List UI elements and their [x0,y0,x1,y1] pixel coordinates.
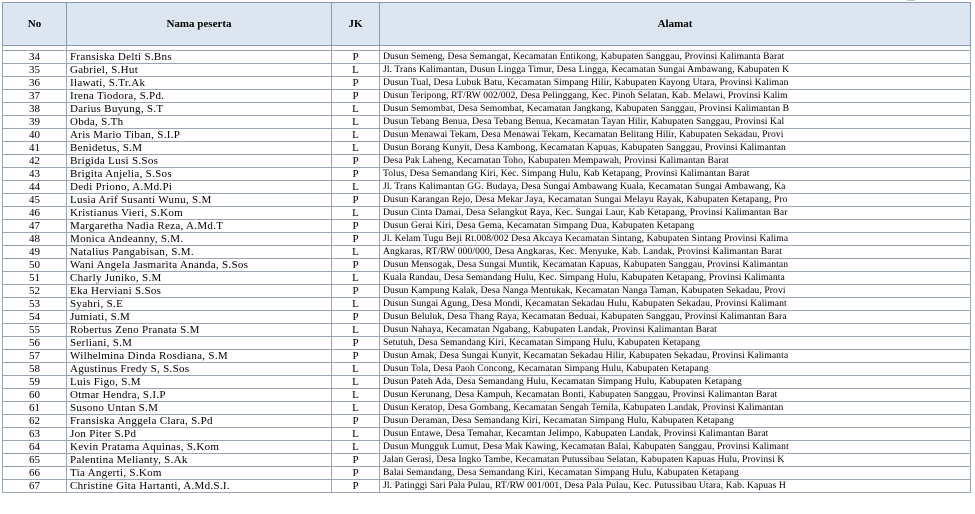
cell-nama: Fransiska Anggela Clara, S.Pd [67,415,332,428]
cell-jk: P [332,415,380,428]
cell-nama: Benidetus, S.M [67,142,332,155]
cell-alamat: Dusun Cinta Damai, Desa Selangkut Raya, Kec. Sungai Laur, Kab Ketapang, Provinsi Kalimantan Bar [380,207,971,220]
table-row [3,428,971,441]
table-row [3,350,971,363]
cell-alamat: Dusun Beluluk, Desa Thang Raya, Kecamatan Beduai, Kabupaten Sanggau, Provinsi Kalimantan Bara [380,311,971,324]
cell-no: 59 [3,376,67,389]
table-row [3,337,971,350]
cell-alamat: Dusun Kerunang, Desa Kampuh, Kecamatan Bonti, Kabupaten Sanggau, Provinsi Kalimantan Barat [380,389,971,402]
cell-jk: L [332,441,380,454]
header-no: No [3,3,67,46]
cell-no: 37 [3,90,67,103]
cell-jk: P [332,168,380,181]
table-row [3,129,971,142]
cell-no: 66 [3,467,67,480]
cell-nama: Jumiati, S.M [67,311,332,324]
table-row [3,233,971,246]
cell-no: 63 [3,428,67,441]
table-row [3,103,971,116]
cell-jk: P [332,51,380,64]
cell-nama: Natalius Pangabisan, S.M. [67,246,332,259]
cell-jk: L [332,298,380,311]
cell-alamat: Dusun Entawe, Desa Temahar, Kecamtan Jelimpo, Kabupaten Landak, Provinsi Kalimantan Barat [380,428,971,441]
cell-nama: Serliani, S.M [67,337,332,350]
cell-no: 57 [3,350,67,363]
table-row [3,142,971,155]
table-row [3,311,971,324]
table-row [3,389,971,402]
table-row [3,441,971,454]
cell-no: 64 [3,441,67,454]
cell-no: 60 [3,389,67,402]
cell-jk: P [332,155,380,168]
cell-nama: Irena Tiodora, S.Pd. [67,90,332,103]
cell-no: 53 [3,298,67,311]
cell-alamat: Dusun Teripong, RT/RW 002/002, Desa Pelinggang, Kec. Pinoh Selatan, Kab. Melawi, Provinsi Kalim [380,90,971,103]
cell-nama: Jon Piter S.Pd [67,428,332,441]
cell-nama: Margaretha Nadia Reza, A.Md.T [67,220,332,233]
cell-nama: Monica Andeanny, S.M. [67,233,332,246]
cell-alamat: Desa Pak Laheng, Kecamatan Toho, Kabupaten Mempawah, Provinsi Kalimantan Barat [380,155,971,168]
cell-jk: L [332,363,380,376]
cell-alamat: Dusun Deraman, Desa Semandang Kiri, Kecamatan Simpang Hulu, Kabupaten Ketapang [380,415,971,428]
participant-table [2,2,971,493]
cell-jk: P [332,194,380,207]
cell-no: 48 [3,233,67,246]
cell-no: 52 [3,285,67,298]
header-row [3,3,971,46]
cell-no: 43 [3,168,67,181]
cell-jk: P [332,233,380,246]
cell-jk: L [332,389,380,402]
table-row [3,480,971,493]
cell-alamat: Dusun Tebang Benua, Desa Tebang Benua, Kecamatan Tayan Hilir, Kabupaten Sanggau, Provinsi Kal [380,116,971,129]
cell-no: 54 [3,311,67,324]
cell-no: 41 [3,142,67,155]
cell-nama: Kristianus Vieri, S.Kom [67,207,332,220]
cell-alamat: Dusun Menawai Tekam, Desa Menawai Tekam, Kecamatan Belitang Hilir, Kabupaten Sekadau, Provi [380,129,971,142]
cell-nama: Brigita Anjelia, S.Sos [67,168,332,181]
cell-no: 36 [3,77,67,90]
table-row [3,298,971,311]
cell-alamat: Angkaras, RT/RW 000/000, Desa Angkaras, Kec. Menyuke, Kab. Landak, Provinsi Kalimantan Barat [380,246,971,259]
cell-alamat: Jl. Trans Kalimantan GG. Budaya, Desa Sungai Ambawang Kuala, Kecamatan Sungai Ambawang, Ka [380,181,971,194]
table-body [3,46,971,493]
cell-nama: Darius Buyung, S.T [67,103,332,116]
cell-alamat: Balai Semandang, Desa Semandang Kiri, Kecamatan Simpang Hulu, Kabupaten Ketapang [380,467,971,480]
cell-alamat: Dusun Gerai Kiri, Desa Gema, Kecamatan Simpang Dua, Kabupaten Ketapang [380,220,971,233]
cell-no: 40 [3,129,67,142]
cell-alamat: Dusun Mungguk Lumut, Desa Mak Kawing, Kecamatan Balai, Kabupaten Sanggau, Provinsi Kalimant [380,441,971,454]
cell-jk: L [332,103,380,116]
table-row [3,77,971,90]
cell-nama: Dedi Priono, A.Md.Pi [67,181,332,194]
cell-no: 35 [3,64,67,77]
cell-no: 61 [3,402,67,415]
cell-alamat: Dusun Keratop, Desa Gombang, Kecamatan Sengah Temila, Kabupaten Landak, Provinsi Kalimantan [380,402,971,415]
cell-nama: Lusia Arif Susanti Wunu, S.M [67,194,332,207]
cell-alamat: Dusun Tual, Desa Lubuk Batu, Kecamatan Simpang Hilir, Kabupaten Kayong Utara, Provinsi Kaliman [380,77,971,90]
table-row [3,285,971,298]
cell-alamat: Dusun Sungai Agung, Desa Mondi, Kecamatan Sekadau Hulu, Kabupaten Sekadau, Provinsi Kalimant [380,298,971,311]
cell-nama: Wani Angela Jasmarita Ananda, S.Sos [67,259,332,272]
cell-no: 67 [3,480,67,493]
cell-jk: L [332,428,380,441]
cell-alamat: Jl. Kelam Tugu Beji Rt.008/002 Desa Akcaya Kecamatan Sintang, Kabupaten Sintang Provinsi Kalima [380,233,971,246]
cell-nama: Wilhelmina Dinda Rosdiana, S.M [67,350,332,363]
cell-nama: Luis Figo, S.M [67,376,332,389]
cell-nama: Kevin Pratama Aquinas, S.Kom [67,441,332,454]
cell-jk: L [332,402,380,415]
cell-alamat: Dusun Tola, Desa Paoh Concong, Kecamatan Simpang Hulu, Kabupaten Ketapang [380,363,971,376]
table-row [3,181,971,194]
cell-jk: P [332,220,380,233]
cell-jk: L [332,272,380,285]
cell-alamat: Dusun Semombat, Desa Semombat, Kecamatan Jangkang, Kabupaten Sanggau, Provinsi Kalimantan B [380,103,971,116]
cell-no: 46 [3,207,67,220]
cell-jk: P [332,467,380,480]
table-row [3,116,971,129]
cell-no: 45 [3,194,67,207]
table-row [3,246,971,259]
cell-nama: Fransiska Delti S.Bns [67,51,332,64]
table-row [3,259,971,272]
cell-jk: L [332,116,380,129]
cell-jk: L [332,142,380,155]
cell-nama: Susono Untan S.M [67,402,332,415]
cell-alamat: Kuala Randau, Desa Semandang Hulu, Kec. Simpang Hulu, Kabupaten Ketapang, Provinsi Kalimanta [380,272,971,285]
cell-jk: P [332,337,380,350]
cell-no: 50 [3,259,67,272]
cell-alamat: Setutuh, Desa Semandang Kiri, Kecamatan Simpang Hulu, Kabupaten Ketapang [380,337,971,350]
table-row [3,220,971,233]
table-row [3,90,971,103]
table-row [3,272,971,285]
cell-nama: Robertus Zeno Pranata S.M [67,324,332,337]
cell-nama: Agustinus Fredy S, S.Sos [67,363,332,376]
header-alamat: Alamat [380,3,971,46]
cell-jk: P [332,90,380,103]
cell-alamat: Jl. Trans Kalimantan, Dusun Lingga Timur, Desa Lingga, Kecamatan Sungai Ambawang, Kabupaten K [380,64,971,77]
cell-jk: P [332,285,380,298]
table-row [3,415,971,428]
table-row [3,454,971,467]
table-row [3,194,971,207]
table-row [3,376,971,389]
table-row [3,467,971,480]
table-row [3,168,971,181]
cell-jk: P [332,480,380,493]
header-nama: Nama peserta [67,3,332,46]
cell-alamat: Dusun Semeng, Desa Semangat, Kecamatan Entikong, Kabupaten Sanggau, Provinsi Kalimanta Barat [380,51,971,64]
cell-alamat: Dusun Kampung Kalak, Desa Nanga Mentukak, Kecamatan Nanga Taman, Kabupaten Sekadau, Provi [380,285,971,298]
cell-no: 51 [3,272,67,285]
cell-nama: Palentina Melianty, S.Ak [67,454,332,467]
cell-no: 62 [3,415,67,428]
table-row [3,207,971,220]
cell-jk: P [332,259,380,272]
cell-no: 42 [3,155,67,168]
cell-alamat: Jl. Patinggi Sari Pala Pulau, RT/RW 001/001, Desa Pala Pulau, Kec. Putussibau Utara, Kab. Kapuas H [380,480,971,493]
cell-alamat: Dusun Karangan Rejo, Desa Mekar Jaya, Kecamatan Sungai Melayu Rayak, Kabupaten Ketapang, Pro [380,194,971,207]
cell-no: 44 [3,181,67,194]
cell-jk: L [332,376,380,389]
cell-no: 38 [3,103,67,116]
cell-alamat: Dusun Amak, Desa Sungai Kunyit, Kecamatan Sekadau Hilir, Kabupaten Sekadau, Provinsi Kalimanta [380,350,971,363]
cell-nama: Tia Angerti, S.Kom [67,467,332,480]
cell-alamat: Dusun Borang Kunyit, Desa Kambong, Kecamatan Kapuas, Kabupaten Sanggau, Provinsi Kalimantan [380,142,971,155]
cell-jk: L [332,181,380,194]
cell-nama: Charly Juniko, S.M [67,272,332,285]
cell-jk: P [332,311,380,324]
cell-nama: Syahri, S.E [67,298,332,311]
cell-alamat: Tolus, Desa Semandang Kiri, Kec. Simpang Hulu, Kab Ketapang, Provinsi Kalimantan Barat [380,168,971,181]
cell-nama: Obda, S.Th [67,116,332,129]
cell-no: 47 [3,220,67,233]
cell-alamat: Dusun Pateh Ada, Desa Semandang Hulu, Kecamatan Simpang Hulu, Kabupaten Ketapang [380,376,971,389]
cell-no: 56 [3,337,67,350]
cell-jk: L [332,129,380,142]
cell-no: 34 [3,51,67,64]
cell-jk: L [332,324,380,337]
cell-alamat: Jalan Gerasi, Desa Ingko Tambe, Kecamatan Putussibau Selatan, Kabupaten Kapuas Hulu, Provinsi K [380,454,971,467]
cell-nama: Christine Gita Hartanti, A.Md.S.I. [67,480,332,493]
cell-jk: P [332,350,380,363]
cell-no: 58 [3,363,67,376]
cell-no: 49 [3,246,67,259]
cell-nama: Ilawati, S.Tr.Ak [67,77,332,90]
cell-jk: L [332,246,380,259]
table-row [3,155,971,168]
table-row [3,402,971,415]
cell-no: 65 [3,454,67,467]
table-row [3,64,971,77]
table-row [3,324,971,337]
header-jk: JK [332,3,380,46]
cell-nama: Otmar Hendra, S.I.P [67,389,332,402]
cell-no: 55 [3,324,67,337]
cell-nama: Gabriel, S.Hut [67,64,332,77]
cell-no: 39 [3,116,67,129]
cell-jk: L [332,207,380,220]
corner-mark [907,0,915,1]
cell-jk: P [332,454,380,467]
table-row [3,363,971,376]
table-row [3,51,971,64]
cell-nama: Brigida Lusi S.Sos [67,155,332,168]
cell-alamat: Dusun Mensogak, Desa Sungai Muntik, Kecamatan Kapuas, Kabupaten Sanggau, Provinsi Kalimantan [380,259,971,272]
cell-nama: Aris Mario Tiban, S.I.P [67,129,332,142]
cell-jk: P [332,77,380,90]
cell-alamat: Dusun Nahaya, Kecamatan Ngabang, Kabupaten Landak, Provinsi Kalimantan Barat [380,324,971,337]
cell-nama: Eka Herviani S.Sos [67,285,332,298]
cell-jk: L [332,64,380,77]
